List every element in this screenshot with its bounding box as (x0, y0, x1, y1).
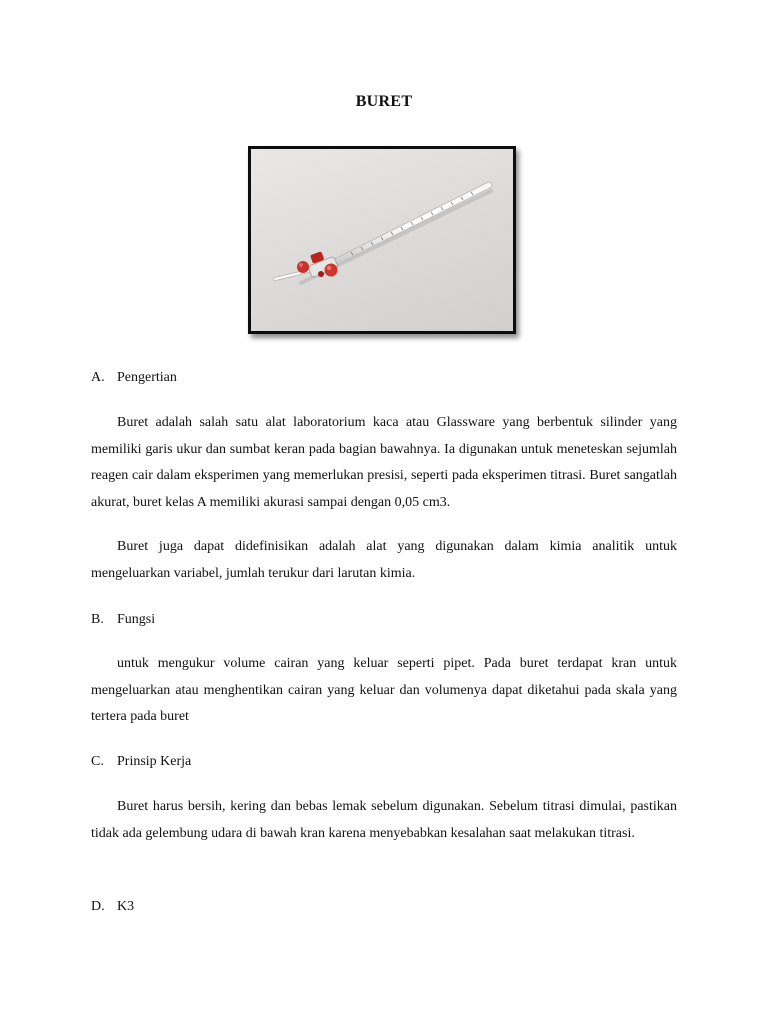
section-b-paragraph-1: untuk mengukur volume cairan yang keluar seperti pipet. Pada buret terdapat kran untuk mengeluarkan atau menghentikan cairan yang keluar dan volumenya dapat diketahui pada skala yang tertera pada buret (91, 656, 677, 724)
section-c-paragraph-1: Buret harus bersih, kering dan bebas lemak sebelum digunakan. Sebelum titrasi dimulai, pastikan tidak ada gelembung udara di bawah kran karena menyebabkan kesalahan saat melakukan titrasi. (91, 799, 677, 841)
document-title: BURET (355, 93, 413, 110)
section-b-heading (91, 611, 155, 629)
section-c-heading (91, 753, 191, 771)
section-d-title: K3 (117, 899, 135, 914)
burette-photo (248, 146, 516, 334)
section-c-letter: C. (91, 754, 104, 769)
section-d-letter: D. (91, 899, 105, 914)
section-a-letter: A. (91, 370, 105, 385)
section-b-letter: B. (91, 612, 104, 627)
section-a-paragraph-2: Buret juga dapat didefinisikan adalah alat yang digunakan dalam kimia analitik untuk mengeluarkan variabel, jumlah terukur dari larutan kimia. (91, 539, 677, 581)
section-b-title: Fungsi (117, 612, 156, 627)
section-c-title: Prinsip Kerja (117, 754, 192, 769)
section-a-paragraph-1: Buret adalah salah satu alat laboratorium kaca atau Glassware yang berbentuk silinder yang memiliki garis ukur dan sumbat keran pada bagian bawahnya. Ia digunakan untuk meneteskan sejumlah reagen cair dalam eksperimen yang memerlukan presisi, seperti pada eksperimen titrasi. Buret sangatlah akurat, buret kelas A memiliki akurasi sampai dengan 0,05 cm3. (91, 415, 677, 510)
section-a-heading (91, 369, 177, 387)
burette-illustration (251, 149, 513, 331)
section-a-title: Pengertian (117, 370, 177, 385)
section-d-heading (91, 898, 134, 916)
